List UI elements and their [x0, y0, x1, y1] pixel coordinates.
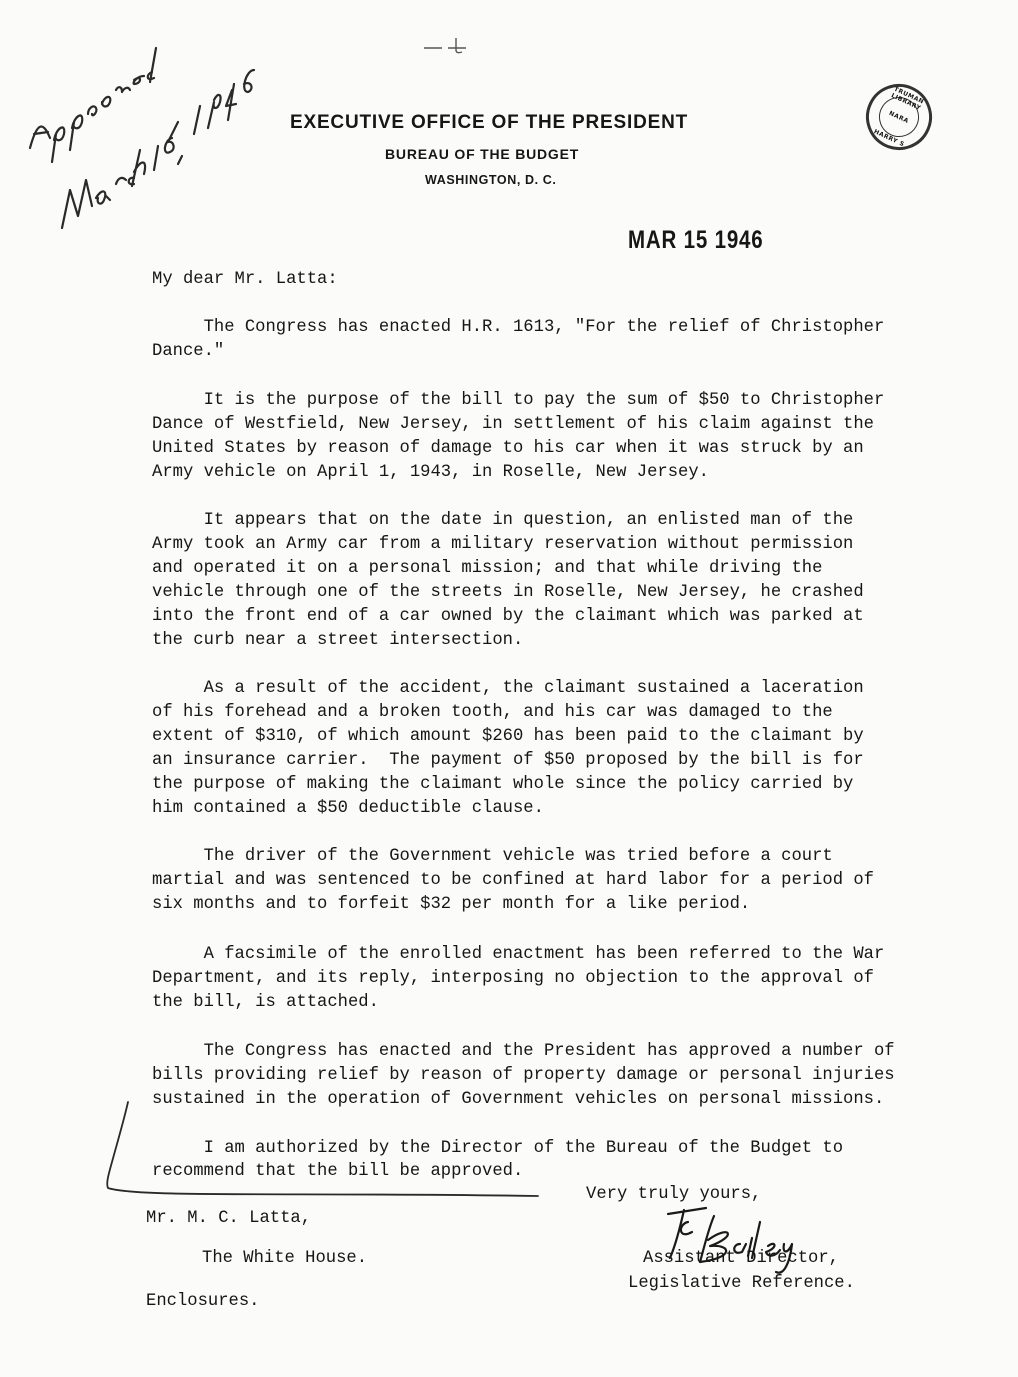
para4-line4: an insurance carrier. The payment of $50 proposed by the bill is for — [152, 751, 864, 770]
para4-line1: As a result of the accident, the claimant sustained a laceration — [152, 679, 864, 698]
signer-title-line2: Legislative Reference. — [628, 1274, 855, 1293]
para6-line1: A facsimile of the enrolled enactment has been referred to the War — [152, 945, 885, 964]
letterhead-title: EXECUTIVE OFFICE OF THE PRESIDENT — [290, 112, 688, 133]
pencil-mark — [422, 36, 474, 56]
para3-line3: and operated it on a personal mission; and that while driving the — [152, 559, 823, 578]
para4-line2: of his forehead and a broken tooth, and his car was damaged to the — [152, 703, 833, 722]
stamp-ring-bottom: HARRY S — [872, 128, 906, 149]
addressee-name: Mr. M. C. Latta, — [146, 1209, 312, 1228]
enclosures: Enclosures. — [146, 1292, 260, 1311]
handwriting-drawing — [22, 30, 262, 250]
para7-line1: The Congress has enacted and the President has approved a number of — [152, 1042, 895, 1061]
para3-line2: Army took an Army car from a military reservation without permission — [152, 535, 854, 554]
salutation: My dear Mr. Latta: — [152, 270, 338, 289]
closing: Very truly yours, — [586, 1185, 762, 1204]
para4-line5: the purpose of making the claimant whole since the policy carried by — [152, 775, 854, 794]
para4-line3: extent of $310, of which amount $260 has been paid to the claimant by — [152, 727, 864, 746]
para2-line3: United States by reason of damage to his car when it was struck by an — [152, 439, 864, 458]
para6-line3: the bill, is attached. — [152, 993, 379, 1012]
para3-line6: the curb near a street intersection. — [152, 631, 524, 650]
para3-line1: It appears that on the date in question, an enlisted man of the — [152, 511, 854, 530]
letterhead-city: WASHINGTON, D. C. — [425, 173, 557, 187]
para1-line1: The Congress has enacted H.R. 1613, "For the relief of Christopher — [152, 318, 885, 337]
addressee-location: The White House. — [202, 1249, 368, 1268]
date-stamp: MAR 15 1946 — [628, 226, 764, 254]
para6-line2: Department, and its reply, interposing no objection to the approval of — [152, 969, 874, 988]
para5-line3: six months and to forfeit $32 per month for a like period. — [152, 895, 751, 914]
stamp-center: NARA — [888, 109, 910, 125]
para1-line2: Dance." — [152, 342, 225, 361]
letterhead-bureau: BUREAU OF THE BUDGET — [385, 146, 580, 162]
para2-line1: It is the purpose of the bill to pay the sum of $50 to Christopher — [152, 391, 885, 410]
para3-line4: vehicle through one of the streets in Roselle, New Jersey, he crashed — [152, 583, 864, 602]
para7-line2: bills providing relief by reason of property damage or personal injuries — [152, 1066, 895, 1085]
stamp-ring-top: TRUMAN LIBRARY — [889, 85, 926, 112]
para8-line1: I am authorized by the Director of the Bureau of the Budget to — [152, 1139, 844, 1158]
para5-line2: martial and was sentenced to be confined at hard labor for a period of — [152, 871, 874, 890]
handwritten-approval-note — [22, 30, 262, 250]
para2-line4: Army vehicle on April 1, 1943, in Roselle, New Jersey. — [152, 463, 709, 482]
archive-stamp — [855, 73, 943, 161]
para8-line2: recommend that the bill be approved. — [152, 1162, 524, 1181]
para4-line6: him contained a $50 deductible clause. — [152, 799, 544, 818]
signer-title-line1: Assistant Director, — [643, 1249, 839, 1268]
para7-line3: sustained in the operation of Government vehicles on personal missions. — [152, 1090, 885, 1109]
para2-line2: Dance of Westfield, New Jersey, in settlement of his claim against the — [152, 415, 874, 434]
para3-line5: into the front end of a car owned by the claimant which was parked at — [152, 607, 864, 626]
para5-line1: The driver of the Government vehicle was tried before a court — [152, 847, 833, 866]
